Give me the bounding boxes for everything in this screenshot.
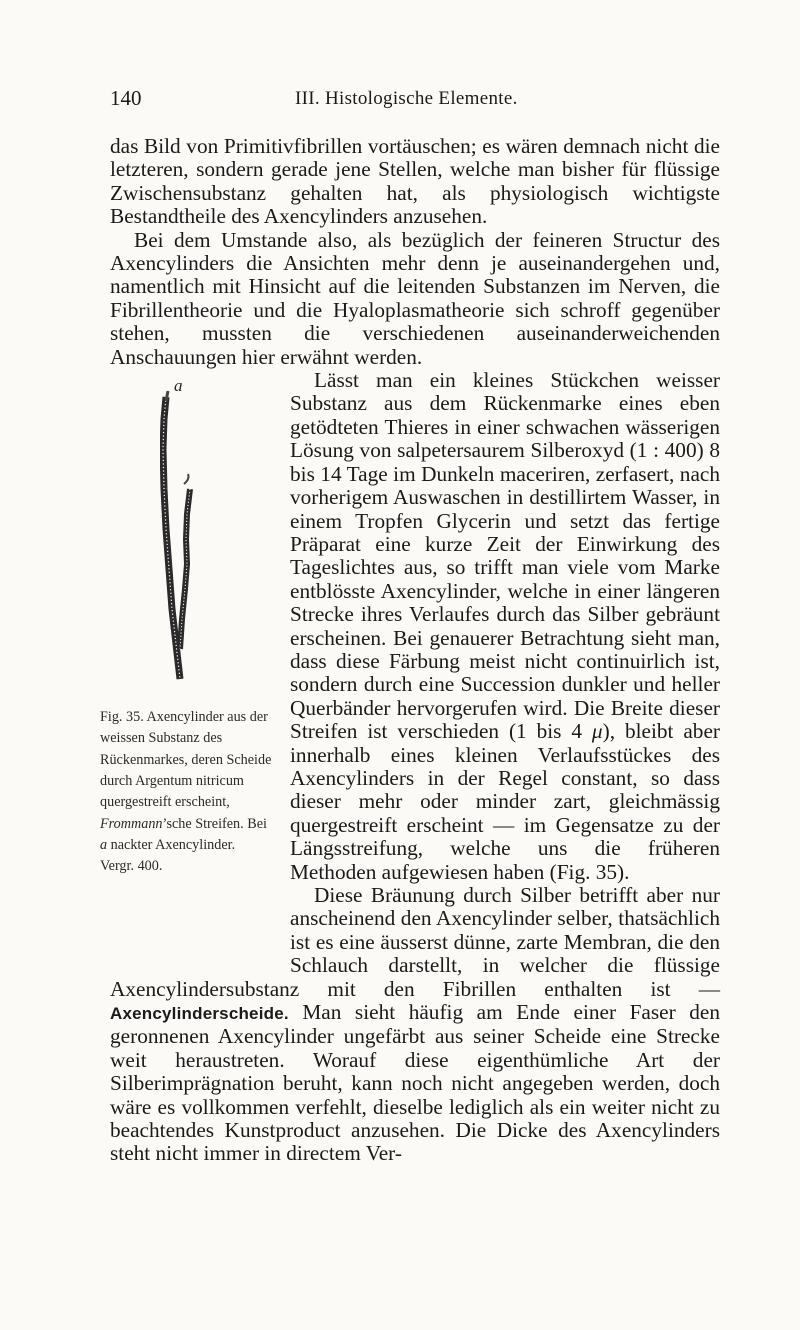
page-number: 140 bbox=[110, 86, 142, 110]
paragraph-1: das Bild von Primitivfibrillen vortäuschen; es wären demnach nicht die letzteren, sondern gerade jene Stellen, welche man bisher für flüssige Zwischensubstanz gehalten hat, als physiologisch wichtigste Bestandtheile des Axencylinders anzusehen. bbox=[110, 134, 720, 229]
figure-35 bbox=[100, 369, 280, 964]
paragraph-4-text-a: Diese Bräunung durch Silber betrifft aber nur anscheinend den Axencylinder selber, thatsächlich ist es eine äusserst dünne, zarte Membran, die den Schlauch darstellt, in welcher die flüssige Axencylindersubstanz mit den Fibrillen enthalten ist — bbox=[110, 883, 720, 1001]
paragraph-2: Bei dem Umstande also, als bezüglich der feineren Structur des Axencylinders die Ansichten mehr denn je auseinandergehen und, namentlich mit Hinsicht auf die leitenden Substanzen im Nerven, die Fibrillentheorie und die Hyaloplasmatheorie sich schroff gegenüber stehen, mussten die verschiedenen auseinanderweichenden Anschauungen hier erwähnt werden. bbox=[110, 227, 720, 369]
caption-text-2: ’sche Streifen. Bei bbox=[162, 815, 267, 832]
running-head: III. Histologische Elemente. bbox=[295, 88, 518, 109]
term-axencylinderscheide: Axencylinderscheide. bbox=[110, 1004, 289, 1024]
fiber-right bbox=[180, 489, 190, 649]
figure-label-a: a bbox=[174, 379, 183, 396]
paragraph-4-text-b: Man sieht häufig am Ende einer Faser den geronnenen Axencylinder ungefärbt aus seiner Scheide eine Strecke weit heraustreten. Worauf diese eigenthümliche Art der Silberimprägnation beruht, kann noch nicht angegeben werden, doch wäre es vollkommen verfehlt, dieselbe lediglich als ein weiter nicht zu beachtendes Kunstproduct anzusehen. Die Dicke des Axencylinders steht nicht immer in directem Ver- bbox=[110, 1000, 721, 1166]
sheath-fragment bbox=[184, 474, 189, 484]
page-header bbox=[110, 86, 720, 116]
caption-author: Frommann bbox=[100, 815, 163, 832]
figure-caption bbox=[100, 707, 272, 877]
fiber-left bbox=[163, 397, 180, 679]
naked-axon-tip bbox=[166, 391, 168, 401]
body-text bbox=[100, 134, 721, 1166]
micron-symbol: μ bbox=[591, 719, 603, 744]
caption-text-1: Fig. 35. Axencylinder aus der weissen Substanz des Rückenmarkes, deren Scheide durch Argentum nitricum quergestreift erscheint, bbox=[100, 709, 272, 811]
paragraph-3-text-b: ), bleibt aber innerhalb eines kleinen Verlaufsstückes des Axencylinders in der Regel constant, so dass dieser mehr oder minder zart, gleichmässig quergestreift erscheint — im Gegensatze zu der Längsstreifung, welche uns die früheren Methoden aufgewiesen haben (Fig. 35). bbox=[290, 719, 720, 884]
axon-figure-illustration bbox=[160, 379, 240, 684]
caption-text-3: nackter Axencylinder. Vergr. 400. bbox=[100, 836, 236, 875]
caption-label-a: a bbox=[100, 836, 108, 853]
paragraph-3-text-a: Lässt man ein kleines Stückchen weisser Substanz aus dem Rückenmarke eines eben getödteten Thieres in einer schwachen wässerigen Lösung von salpetersaurem Silberoxyd (1 : 400) 8 bis 14 Tage im Dunkeln maceriren, zerfasert, nach vorherigem Auswaschen in destillirtem Wasser, in einem Tropfen Glycerin und setzt das fertige Präparat eine kurze Zeit der Einwirkung des Tageslichtes aus, so trifft man viele vom Marke entblösste Axencylinder, welche in einer längeren Strecke ihres Verlaufes durch das Silber gebräunt erscheinen. Bei genauerer Betrachtung sieht man, dass diese Färbung meist nicht continuirlich ist, sondern durch eine Succession dunkler und heller Querbänder hervorgerufen wird. Die Breite dieser Streifen ist verschieden (1 bis 4 bbox=[290, 368, 720, 744]
